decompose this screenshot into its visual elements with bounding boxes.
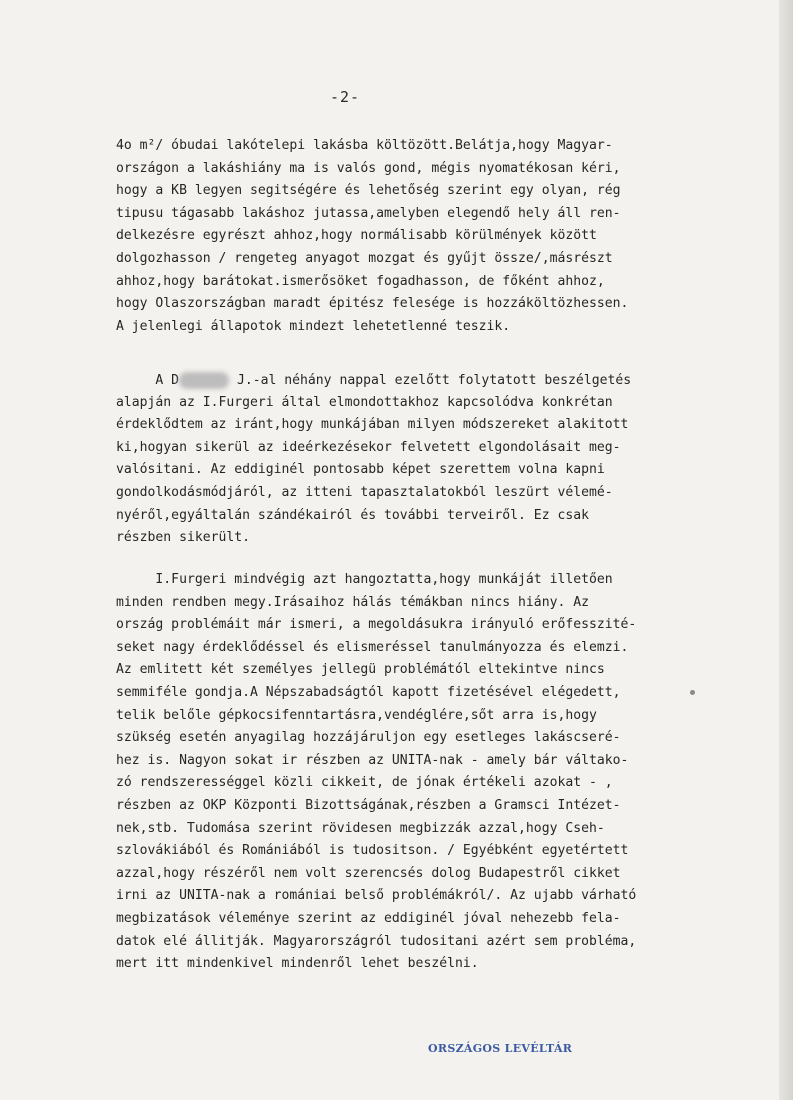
- text-line: megbizatások véleménye szerint az eddiginél jóval nehezebb fela-: [116, 911, 621, 926]
- text-line: tipusu tágasabb lakáshoz jutassa,amelyben elegendő hely áll ren-: [116, 205, 621, 221]
- text-line: részben az OKP Központi Bizottságának,részben a Gramsci Intézet-: [116, 798, 621, 813]
- text-line: seket nagy érdeklődéssel és elismeréssel tanulmányozza és elemzi.: [116, 639, 629, 655]
- paper-speck: [690, 690, 695, 695]
- text-line: azzal,hogy részéről nem volt szerencsés dolog Budapestről cikket: [116, 865, 621, 881]
- page-number: -2-: [330, 88, 361, 106]
- page-edge-shadow: [779, 0, 793, 1100]
- text-line: hogy Olaszországban maradt épitész felesége is hozzáköltözhessen.: [116, 296, 629, 312]
- text-line: gondolkodásmódjáról, az itteni tapasztalatokból leszürt vélemé-: [116, 485, 613, 500]
- redacted-name: [179, 372, 229, 389]
- text-line: zó rendszerességgel közli cikkeit, de jónak értékeli azokat - ,: [116, 775, 613, 791]
- text-line: irni az UNITA-nak a romániai belső problémákról/. Az ujabb várható: [116, 888, 637, 904]
- text-line: ahhoz,hogy barátokat.ismerősöket fogadhasson, de főként ahhoz,: [116, 273, 605, 289]
- text-line: dolgozhasson / rengeteg anyagot mozgat és gyűjt össze/,másrészt: [116, 251, 613, 266]
- text-line: A D J.-al néhány nappal ezelőtt folytatott beszélgetés: [116, 373, 632, 388]
- text-line: ország problémáit már ismeri, a megoldásukra irányuló erőfesszité-: [116, 617, 637, 633]
- text-line: delkezésre egyrészt ahhoz,hogy normálisabb körülmények között: [116, 228, 597, 244]
- text-line: országon a lakáshiány ma is valós gond, mégis nyomatékosan kéri,: [116, 160, 621, 176]
- text-line: datok elé állitják. Magyarországról tudositani azért sem probléma,: [116, 933, 637, 949]
- text-line: valósitani. Az eddiginél pontosabb képet szerettem volna kapni: [116, 462, 605, 478]
- text-line: szlovákiából és Romániából is tudositson. / Egyébként egyetértett: [116, 843, 629, 859]
- text-line: részben sikerült.: [116, 530, 251, 546]
- text-line: szükség esetén anyagilag hozzájáruljon egy esetleges lakáscseré-: [116, 730, 621, 746]
- text-line: alapján az I.Furgeri által elmondottakhoz kapcsolódva konkrétan: [116, 394, 613, 410]
- text-line: I.Furgeri mindvégig azt hangoztatta,hogy munkáját illetően: [116, 572, 613, 587]
- text-line: telik belőle gépkocsifenntartásra,vendéglére,sőt arra is,hogy: [116, 707, 597, 723]
- text-line: 4o m²/ óbudai lakótelepi lakásba költözött.Belátja,hogy Magyar-: [116, 138, 613, 153]
- text-line: minden rendben megy.Irásaihoz hálás témákban nincs hiány. Az: [116, 594, 589, 610]
- text-line: érdeklődtem az iránt,hogy munkájában milyen módszereket alakitott: [116, 417, 629, 433]
- text-line: nek,stb. Tudomása szerint rövidesen megbizzák azzal,hogy Cseh-: [116, 820, 605, 836]
- text-line: A jelenlegi állapotok mindezt lehetetlenné teszik.: [116, 318, 511, 334]
- text-line: mert itt mindenkivel mindenről lehet beszélni.: [116, 956, 479, 972]
- text-line: nyéről,egyáltalán szándékairól és további terveiről. Ez csak: [116, 507, 589, 523]
- archive-stamp: ORSZÁGOS LEVÉLTÁR: [428, 1042, 573, 1055]
- text-line: ki,hogyan sikerül az ideérkezésekor felvetett elgondolásait meg-: [116, 439, 621, 455]
- text-line: hez is. Nagyon sokat ir részben az UNITA-nak - amely bár váltako-: [116, 752, 629, 768]
- text-line: semmiféle gondja.A Népszabadságtól kapott fizetésével elégedett,: [116, 685, 621, 700]
- text-line: Az emlitett két személyes jellegü problémától eltekintve nincs: [116, 662, 605, 678]
- text-line: hogy a KB legyen segitségére és lehetőség szerint egy olyan, rég: [116, 183, 621, 199]
